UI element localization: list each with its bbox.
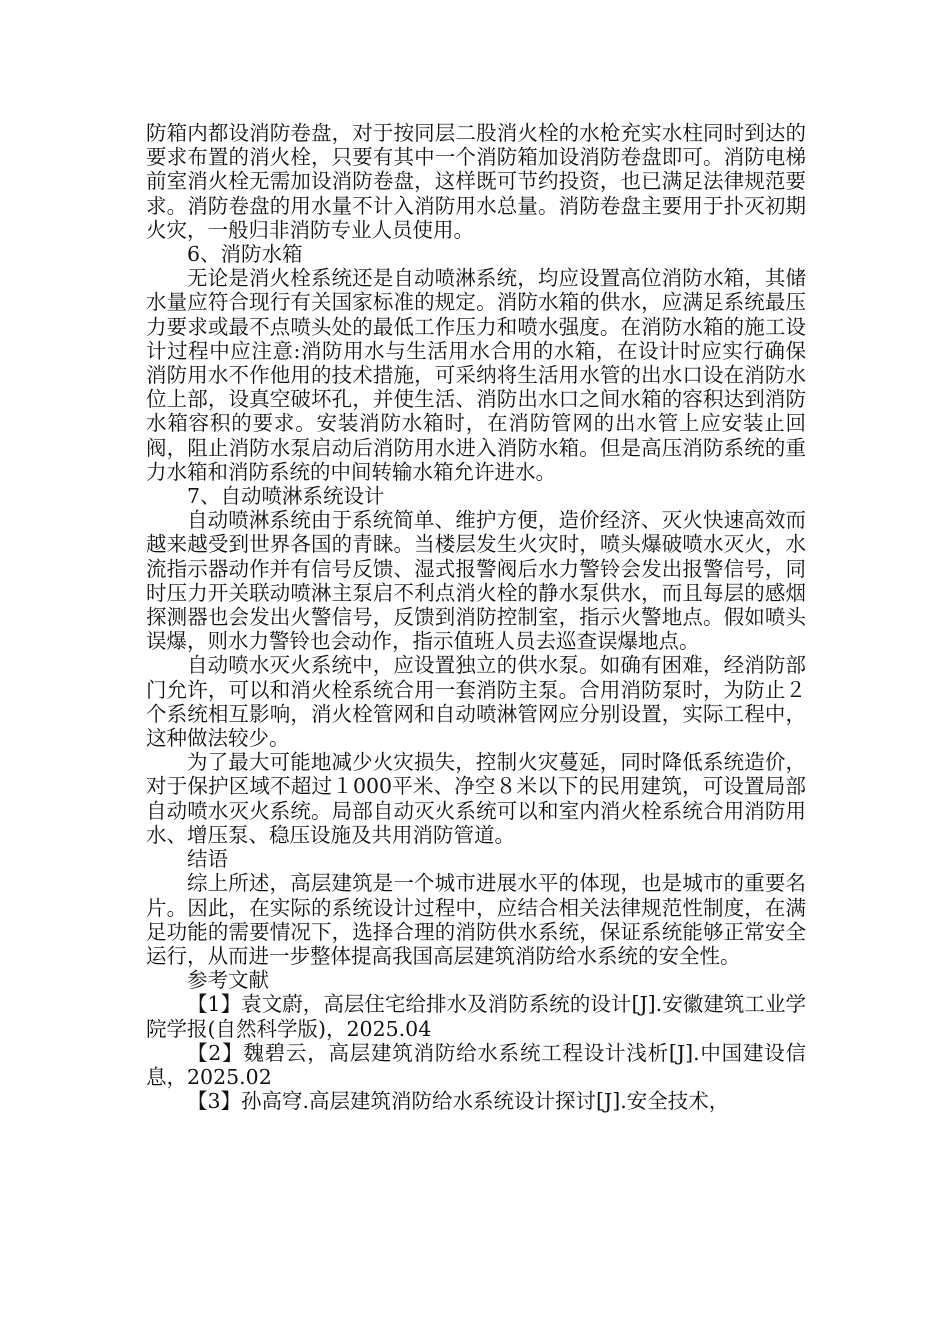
paragraph-sprinkler-intro: 自动喷淋系统由于系统简单、维护方便，造价经济、灭火快速高效而越来越受到世界各国的青睐。当楼层发生火灾时，喷头爆破喷水灭火，水流指示器动作并有信号反馈、湿式报警阀后水力警铃会发出报警信号，同时压力开关联动喷淋主泵启不利点消火栓的静水泵供水，而且每层的感烟探测器也会发出火警信号，反馈到消防控制室，指示火警地点。假如喷头误爆，则水力警铃也会动作，指示值班人员去巡查误爆地点。 (146, 508, 806, 654)
reference-item-3: 【3】孙高穹.高层建筑消防给水系统设计探讨[J].安全技术， (187, 1089, 730, 1114)
reference-item-1: 【1】袁文蔚，高层住宅给排水及消防系统的设计[J].安徽建筑工业学院学报(自然科学版)，2025.04 (146, 992, 806, 1041)
section-heading-sprinkler-design: 7、自动喷淋系统设计 (187, 484, 385, 509)
paragraph-fire-hose-reel: 防箱内都设消防卷盘，对于按同层二股消火栓的水枪充实水柱同时到达的要求布置的消火栓，只要有其中一个消防箱加设消防卷盘即可。消防电梯前室消火栓无需加设消防卷盘，这样既可节约投资，也已满足法律规范要求。消防卷盘的用水量不计入消防用水总量。消防卷盘主要用于扑灭初期火灾，一般归非消防专业人员使用。 (146, 121, 806, 242)
document-body (146, 121, 806, 1113)
paragraph-conclusion: 综上所述，高层建筑是一个城市进展水平的体现，也是城市的重要名片。因此，在实际的系统设计过程中，应结合相关法律规范性制度，在满足功能的需要情况下，选择合理的消防供水系统，保证系统能够正常安全运行，从而进一步整体提高我国高层建筑消防给水系统的安全性。 (146, 871, 806, 968)
paragraph-local-sprinkler: 为了最大可能地减少火灾损失，控制火灾蔓延，同时降低系统造价，对于保护区域不超过１000平米、净空８米以下的民用建筑，可设置局部自动喷水灭火系统。局部自动灭火系统可以和室内消火栓系统合用消防用水、增压泵、稳压设施及共用消防管道。 (146, 750, 806, 847)
paragraph-fire-water-tank: 无论是消火栓系统还是自动喷淋系统，均应设置高位消防水箱，其储水量应符合现行有关国家标准的规定。消防水箱的供水，应满足系统最压力要求或最不点喷头处的最低工作压力和喷水强度。在消防水箱的施工设计过程中应注意:消防用水与生活用水合用的水箱，在设计时应实行确保消防用水不作他用的技术措施，可采纳将生活用水管的出水口设在消防水位上部，设真空破坏孔，并使生活、消防出水口之间水箱的容积达到消防水箱容积的要求。安装消防水箱时，在消防管网的出水管上应安装止回阀，阻止消防水泵启动后消防用水进入消防水箱。但是高压消防系统的重力水箱和消防系统的中间转输水箱允许进水。 (146, 266, 806, 484)
section-heading-references: 参考文献 (187, 968, 269, 993)
paragraph-sprinkler-pump: 自动喷水灭火系统中，应设置独立的供水泵。如确有困难，经消防部门允许，可以和消火栓系统合用一套消防主泵。合用消防泵时，为防止２个系统相互影响，消火栓管网和自动喷淋管网应分别设置，实际工程中，这种做法较少。 (146, 653, 806, 751)
section-heading-fire-water-tank: 6、消防水箱 (187, 242, 303, 267)
section-heading-conclusion: 结语 (187, 847, 228, 872)
reference-item-2: 【2】魏碧云，高层建筑消防给水系统工程设计浅析[J].中国建设信息，2025.02 (146, 1040, 806, 1089)
